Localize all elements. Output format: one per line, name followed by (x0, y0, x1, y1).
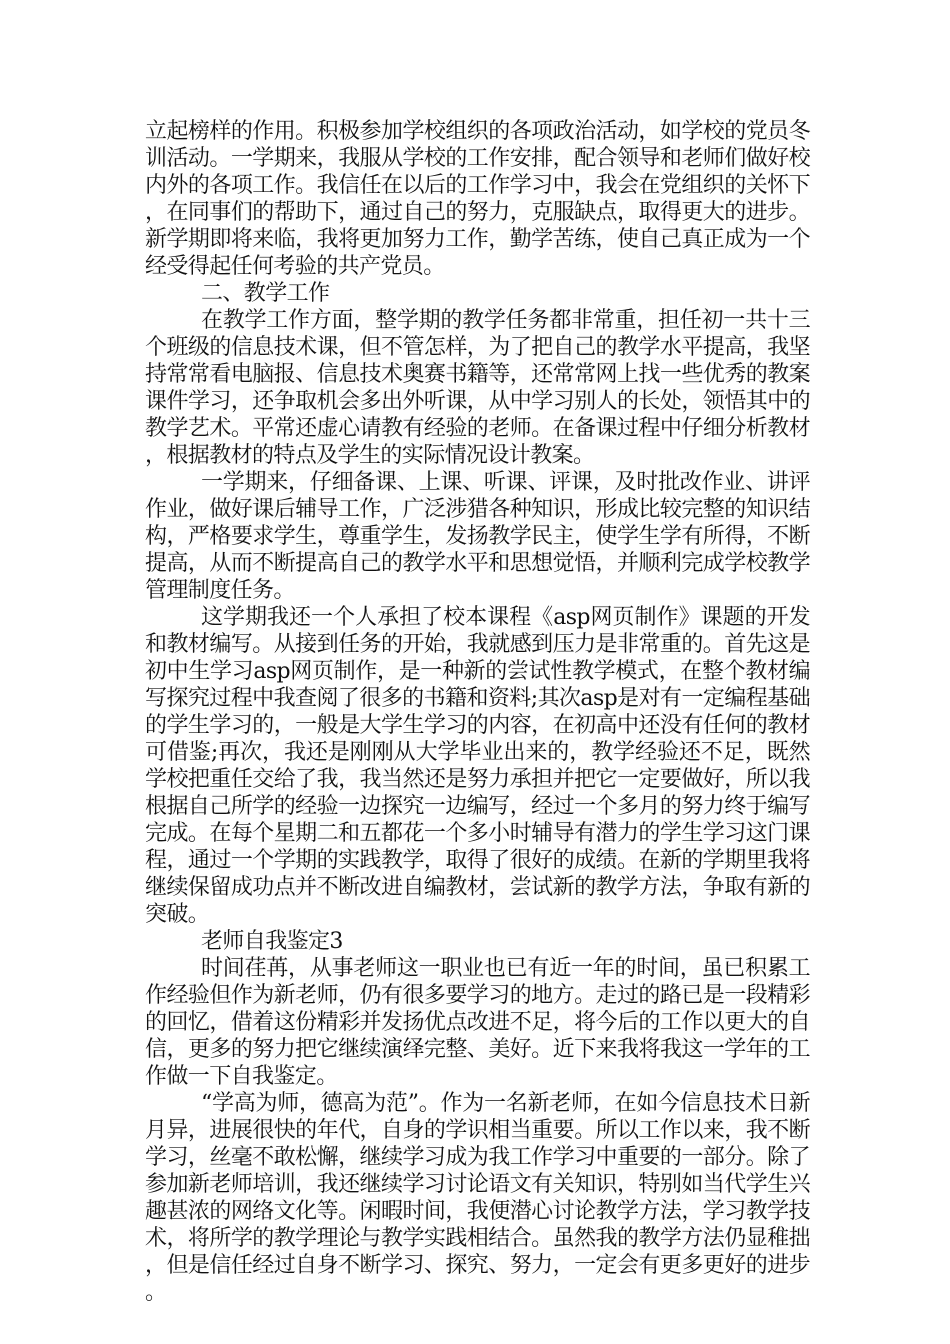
paragraph-party-member-activities: 立起榜样的作用。积极参加学校组织的各项政治活动，如学校的党员冬训活动。一学期来，我服从学校的工作安排，配合领导和老师们做好校内外的各项工作。我信任在以后的工作学习中，我会在党组织的关怀下，在同事们的帮助下，通过自己的努力，克服缺点，取得更大的进步。新学期即将来临，我将更加努力工作，勤学苦练，使自己真正成为一个经受得起任何考验的共产党员。 (145, 119, 810, 279)
paragraph-teaching-tasks: 在教学工作方面，整学期的教学任务都非常重，担任初一共十三个班级的信息技术课，但不管怎样，为了把自己的教学水平提高，我坚持常常看电脑报、信息技术奥赛书籍等，还常常网上找一些优秀的教案课件学习，还争取机会多出外听课，从中学习别人的长处，领悟其中的教学艺术。平常还虚心请教有经验的老师。在备课过程中仔细分析教材，根据教材的特点及学生的实际情况设计教案。 (145, 308, 810, 468)
paragraph-time-flies: 时间荏苒，从事老师这一职业也已有近一年的时间，虽已积累工作经验但作为新老师，仍有很多要学习的地方。走过的路已是一段精彩的回忆，借着这份精彩并发扬优点改进不足，将今后的工作以更大的自信，更多的努力把它继续演绎完整、美好。近下来我将我这一学年的工作做一下自我鉴定。 (145, 956, 810, 1089)
paragraph-semester-review: 一学期来，仔细备课、上课、听课、评课，及时批改作业、讲评作业，做好课后辅导工作，广泛涉猎各种知识，形成比较完整的知识结构，严格要求学生，尊重学生，发扬教学民主，使学生学有所得，不断提高，从而不断提高自己的教学水平和思想觉悟，并顺利完成学校教学管理制度任务。 (145, 470, 810, 603)
section-heading-self-evaluation-3: 老师自我鉴定3 (201, 929, 343, 954)
paragraph-continuous-learning: “学高为师，德高为范”。作为一名新老师，在如今信息技术日新月异，进展很快的年代，自身的学识相当重要。所以工作以来，我不断学习，丝毫不敢松懈，继续学习成为我工作学习中重要的一部分。除了参加新老师培训，我还继续学习讨论语文有关知识，特别如当代学生兴趣甚浓的网络文化等。闲暇时间，我便潜心讨论教学方法，学习教学技术，将所学的教学理论与教学实践相结合。虽然我的教学方法仍显稚拙，但是信任经过自身不断学习、探究、努力，一定会有更多更好的进步。 (145, 1091, 810, 1305)
paragraph-asp-course: 这学期我还一个人承担了校本课程《asp网页制作》课题的开发和教材编写。从接到任务的开始，我就感到压力是非常重的。首先这是初中生学习asp网页制作，是一种新的尝试性教学模式，在整个教材编写探究过程中我查阅了很多的书籍和资料;其次asp是对有一定编程基础的学生学习的，一般是大学生学习的内容，在初高中还没有任何的教材可借鉴;再次，我还是刚刚从大学毕业出来的，教学经验还不足，既然学校把重任交给了我，我当然还是努力承担并把它一定要做好，所以我根据自己所学的经验一边探究一边编写，经过一个多月的努力终于编写完成。在每个星期二和五都花一个多小时辅导有潜力的学生学习这门课程，通过一个学期的实践教学，取得了很好的成绩。在新的学期里我将继续保留成功点并不断改进自编教材，尝试新的教学方法，争取有新的突破。 (145, 605, 810, 927)
document-page (145, 118, 810, 1306)
section-heading-teaching-work: 二、教学工作 (201, 281, 330, 306)
